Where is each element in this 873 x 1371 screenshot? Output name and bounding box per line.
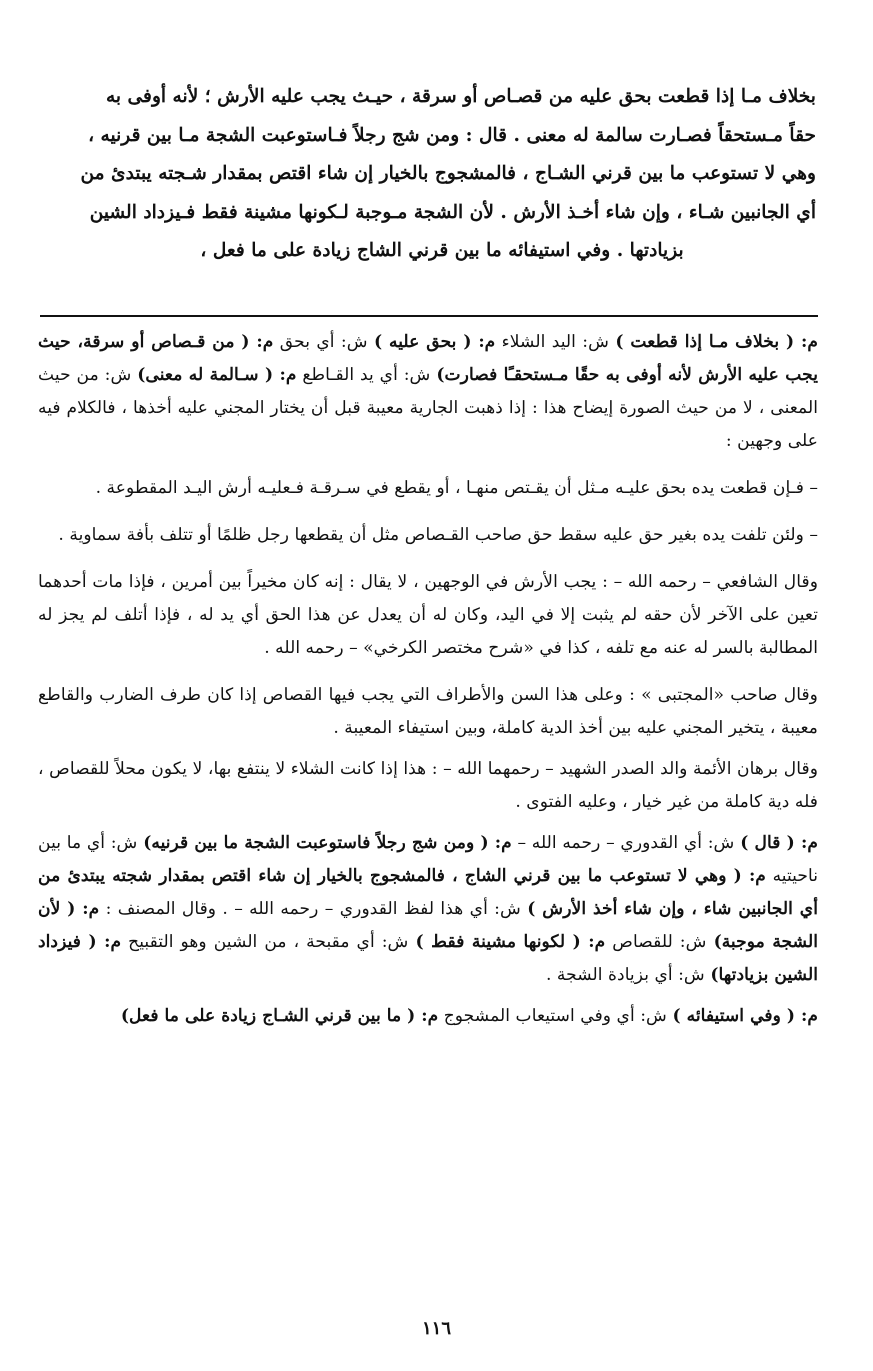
sharh-text: ش: أي مقبحة ، من الشين وهو التقبيح bbox=[121, 932, 416, 952]
matn-quote: م: ( بحق عليه ) bbox=[374, 332, 496, 352]
sharh-text: ش: للقصاص bbox=[605, 932, 714, 952]
matn-quote: م: ( سـالمة له معنى) bbox=[137, 365, 297, 385]
main-text-block bbox=[38, 78, 816, 271]
matn-quote: م: ( ومن شج رجلاً فاستوعبت الشجة ما بين قرنيه) bbox=[143, 833, 512, 853]
commentary-paragraph-5: وقال صاحب «المجتبى » : وعلى هذا السن والأطراف التي يجب فيها القصاص إذا كان طرف الضارب والقاطع معيبة ، يتخير المجني عليه بين أخذ الدية كاملة، وبين استيفاء المعيبة . bbox=[38, 685, 818, 738]
sharh-text: ش: أي وفي استيعاب المشجوج bbox=[438, 1006, 673, 1026]
matn-quote: م: ( وهي لا تستوعب ما بين قرني الشاج ، فالمشجوج بالخيار إن شاء اقتص بمقدار شجته يبتدئ من أي الجانبين شاء ، وإن شاء أخذ الأرش ) bbox=[38, 866, 818, 919]
matn-quote: م: ( من قـصاص أو سرقة، حيث يجب عليه الأرش لأنه أوفى به حقًا مـستحقـًا فصارت) bbox=[38, 332, 818, 385]
matn-quote: م: ( بخلاف مـا إذا قطعت ) bbox=[615, 332, 818, 352]
sharh-text: ش: أي القدوري – رحمه الله – bbox=[511, 833, 741, 853]
main-text-line: وهي لا تستوعب ما بين قرني الشـاج ، فالمشجوج بالخيار إن شاء اقتص بمقدار شـجته يبتدئ من bbox=[80, 163, 816, 184]
main-text-line: أي الجانبين شـاء ، وإن شاء أخـذ الأرش . لأن الشجة مـوجبة لـكونها مشينة فقط فـيزداد الشين bbox=[89, 201, 816, 223]
matn-quote: م: ( فيزداد الشين بزيادتها) bbox=[38, 932, 818, 985]
main-text-line: بخلاف مـا إذا قطعت بحق عليه من قصـاص أو سرقة ، حيـث يجب عليه الأرش ؛ لأنه أوفى به bbox=[105, 86, 816, 107]
matn-quote: م: ( قال ) bbox=[740, 833, 818, 853]
commentary-paragraph-3: – ولئن تلفت يده بغير حق عليه سقط حق صاحب القـصاص مثل أن يقطعها رجل ظلمًا أو تتلف بأفة سماوية . bbox=[58, 525, 818, 545]
sharh-text: ش: أي بحق bbox=[273, 332, 375, 352]
matn-quote: م: ( وفي استيفائه ) bbox=[672, 1006, 818, 1026]
sharh-text: ش: اليد الشلاء bbox=[495, 332, 616, 352]
page-number: ١١٦ bbox=[421, 1318, 451, 1339]
sharh-text: ش: أي هذا لفظ القدوري – رحمه الله – . وقال المصنف : bbox=[99, 899, 528, 919]
commentary-paragraph-7 bbox=[38, 827, 818, 992]
commentary-paragraph-8 bbox=[38, 1000, 818, 1033]
commentary-paragraph-1 bbox=[38, 326, 818, 458]
sharh-text: ش: أي يد القـاطع bbox=[296, 365, 437, 385]
sharh-text: ش: أي ما بين ناحيتيه bbox=[38, 833, 818, 886]
matn-quote: م: ( لأن الشجة موجبة) bbox=[38, 899, 818, 952]
sharh-text: ش: من حيث المعنى ، لا من حيث الصورة إيضاح هذا : إذا ذهبت الجارية معيبة قبل أن يختار المجني عليه أخذها ، فالكلام فيه على وجهين : bbox=[38, 365, 818, 451]
main-text-last-line: بزيادتها . وفي استيفائه ما بين قرني الشاج زيادة على ما فعل ، bbox=[200, 240, 684, 261]
commentary-block bbox=[38, 326, 818, 1041]
matn-quote: م: ( لكونها مشينة فقط ) bbox=[415, 932, 606, 952]
commentary-paragraph-4: وقال الشافعي – رحمه الله – : يجب الأرش في الوجهين ، لا يقال : إنه كان مخيراً بين أمرين ، فإذا مات أحدهما تعين على الآخر لأن حقه لم يثبت إلا في اليد، وكان له أن يعدل عن هذا الحق أي يد له ، فإذا أتلف لم يجز له المطالبة بالسر له عنه مع تلفه ، كذا في «شرح مختصر الكرخي» – رحمه الله . bbox=[38, 572, 818, 658]
separator-rule bbox=[40, 315, 818, 317]
matn-quote: م: ( ما بين قرني الشـاج زيادة على ما فعل) bbox=[120, 1006, 439, 1026]
sharh-text: ش: أي بزيادة الشجة . bbox=[545, 965, 711, 985]
main-text-line: حقاً مـستحقاً فصـارت سالمة له معنى . قال : ومن شج رجلاً فـاستوعبت الشجة مـا بين قرنيه ، bbox=[88, 124, 816, 146]
commentary-paragraph-2: – فـإن قطعت يده بحق عليـه مـثل أن يقـتص منهـا ، أو يقطع في سـرقـة فـعليـه أرش اليـد المقطوعة . bbox=[95, 478, 818, 498]
commentary-paragraph-6: وقال برهان الأئمة والد الصدر الشهيد – رحمهما الله – : هذا إذا كانت الشلاء لا ينتفع بها، لا يكون محلاً للقصاص ، فله دية كاملة من غير خيار ، وعليه الفتوى . bbox=[38, 759, 818, 812]
